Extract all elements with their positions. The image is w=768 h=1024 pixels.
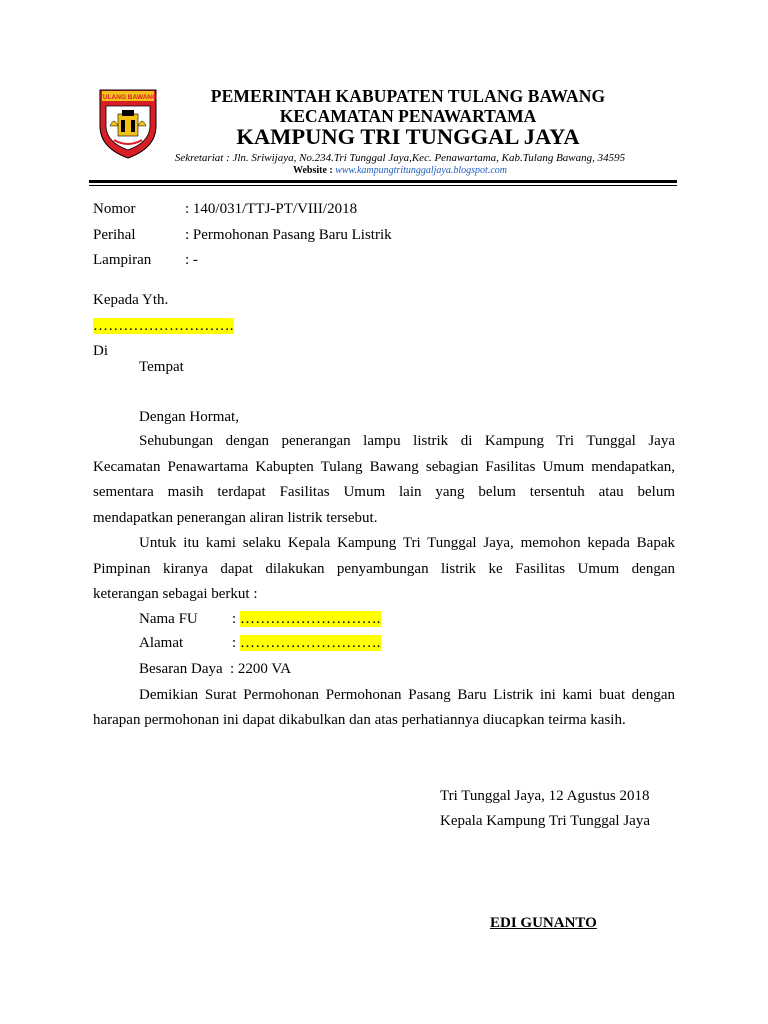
daya-label: Besaran Daya <box>139 661 223 677</box>
perihal-value: : Permohonan Pasang Baru Listrik <box>185 227 392 243</box>
nomor-value: : 140/031/TTJ-PT/VIII/2018 <box>185 201 358 217</box>
letterhead-address: Sekretariat : Jln. Sriwijaya, No.234.Tri Tunggal Jaya,Kec. Penawartama, Kab.Tulang Bawang, 34595 <box>174 152 626 164</box>
signature-position: Kepala Kampung Tri Tunggal Jaya <box>440 813 650 829</box>
nama-fu-colon: : <box>232 611 237 627</box>
nama-fu-field <box>240 610 381 628</box>
perihal-label: Perihal <box>93 227 136 243</box>
lampiran-label: Lampiran <box>93 252 152 268</box>
recipient-kepada: Kepada Yth. <box>93 292 169 308</box>
daya-value: : 2200 VA <box>230 661 292 677</box>
website-label: Website : <box>293 165 333 176</box>
paragraph3-line1: Demikian Surat Permohonan Permohonan Pasang Baru Listrik ini kami buat dengan <box>139 687 675 703</box>
paragraph2-line1: Untuk itu kami selaku Kepala Kampung Tri Tunggal Jaya, memohon kepada Bapak <box>139 535 675 551</box>
nomor-label: Nomor <box>93 201 136 217</box>
nama-fu-blank: ………………………. <box>240 611 381 627</box>
recipient-placeholder <box>93 317 234 335</box>
signature-name: EDI GUNANTO <box>490 915 597 931</box>
recipient-tempat: Tempat <box>139 359 184 375</box>
letterhead-district: KECAMATAN PENAWARTAMA <box>279 106 537 126</box>
paragraph2-line3: keterangan sebagai berkut : <box>93 586 258 602</box>
recipient-name-blank: ………………………. <box>93 318 234 334</box>
paragraph1-line1: Sehubungan dengan penerangan lampu listrik di Kampung Tri Tunggal Jaya <box>139 433 675 449</box>
paragraph3-line2: harapan permohonan ini dapat dikabulkan dan atas perhatiannya diucapkan teirma kasih. <box>93 712 626 728</box>
paragraph1-line4: mendapatkan penerangan aliran listrik tersebut. <box>93 510 378 526</box>
regency-logo <box>96 86 160 160</box>
letterhead-government: PEMERINTAH KABUPATEN TULANG BAWANG <box>210 86 606 106</box>
logo-text: TULANG BAWANG <box>98 94 158 101</box>
lampiran-value: : - <box>185 252 198 268</box>
paragraph1-line2: Kecamatan Penawartama Kabupten Tulang Bawang sebagian Fasilitas Umum mendapatkan, <box>93 459 675 475</box>
letterhead-rule-thin <box>89 185 677 186</box>
paragraph1-line3: sementara masih terdapat Fasilitas Umum lain yang belum tersentuh atau belum <box>93 484 675 500</box>
website-link[interactable]: www.kampungtritunggaljaya.blogspot.com <box>335 165 507 176</box>
letterhead-village: KAMPUNG TRI TUNGGAL JAYA <box>236 124 580 149</box>
alamat-field <box>240 634 381 652</box>
signature-place-date: Tri Tunggal Jaya, 12 Agustus 2018 <box>440 788 650 804</box>
alamat-label: Alamat <box>139 635 184 651</box>
letterhead-website <box>80 165 720 176</box>
letterhead-rule-thick <box>89 180 677 183</box>
salutation: Dengan Hormat, <box>139 409 239 425</box>
alamat-colon: : <box>232 635 237 651</box>
recipient-di: Di <box>93 343 108 359</box>
paragraph2-line2: Pimpinan kiranya dapat dilakukan penyambungan listrik ke Fasilitas Umum dengan <box>93 561 675 577</box>
alamat-blank: ………………………. <box>240 635 381 651</box>
nama-fu-label: Nama FU <box>139 611 198 627</box>
